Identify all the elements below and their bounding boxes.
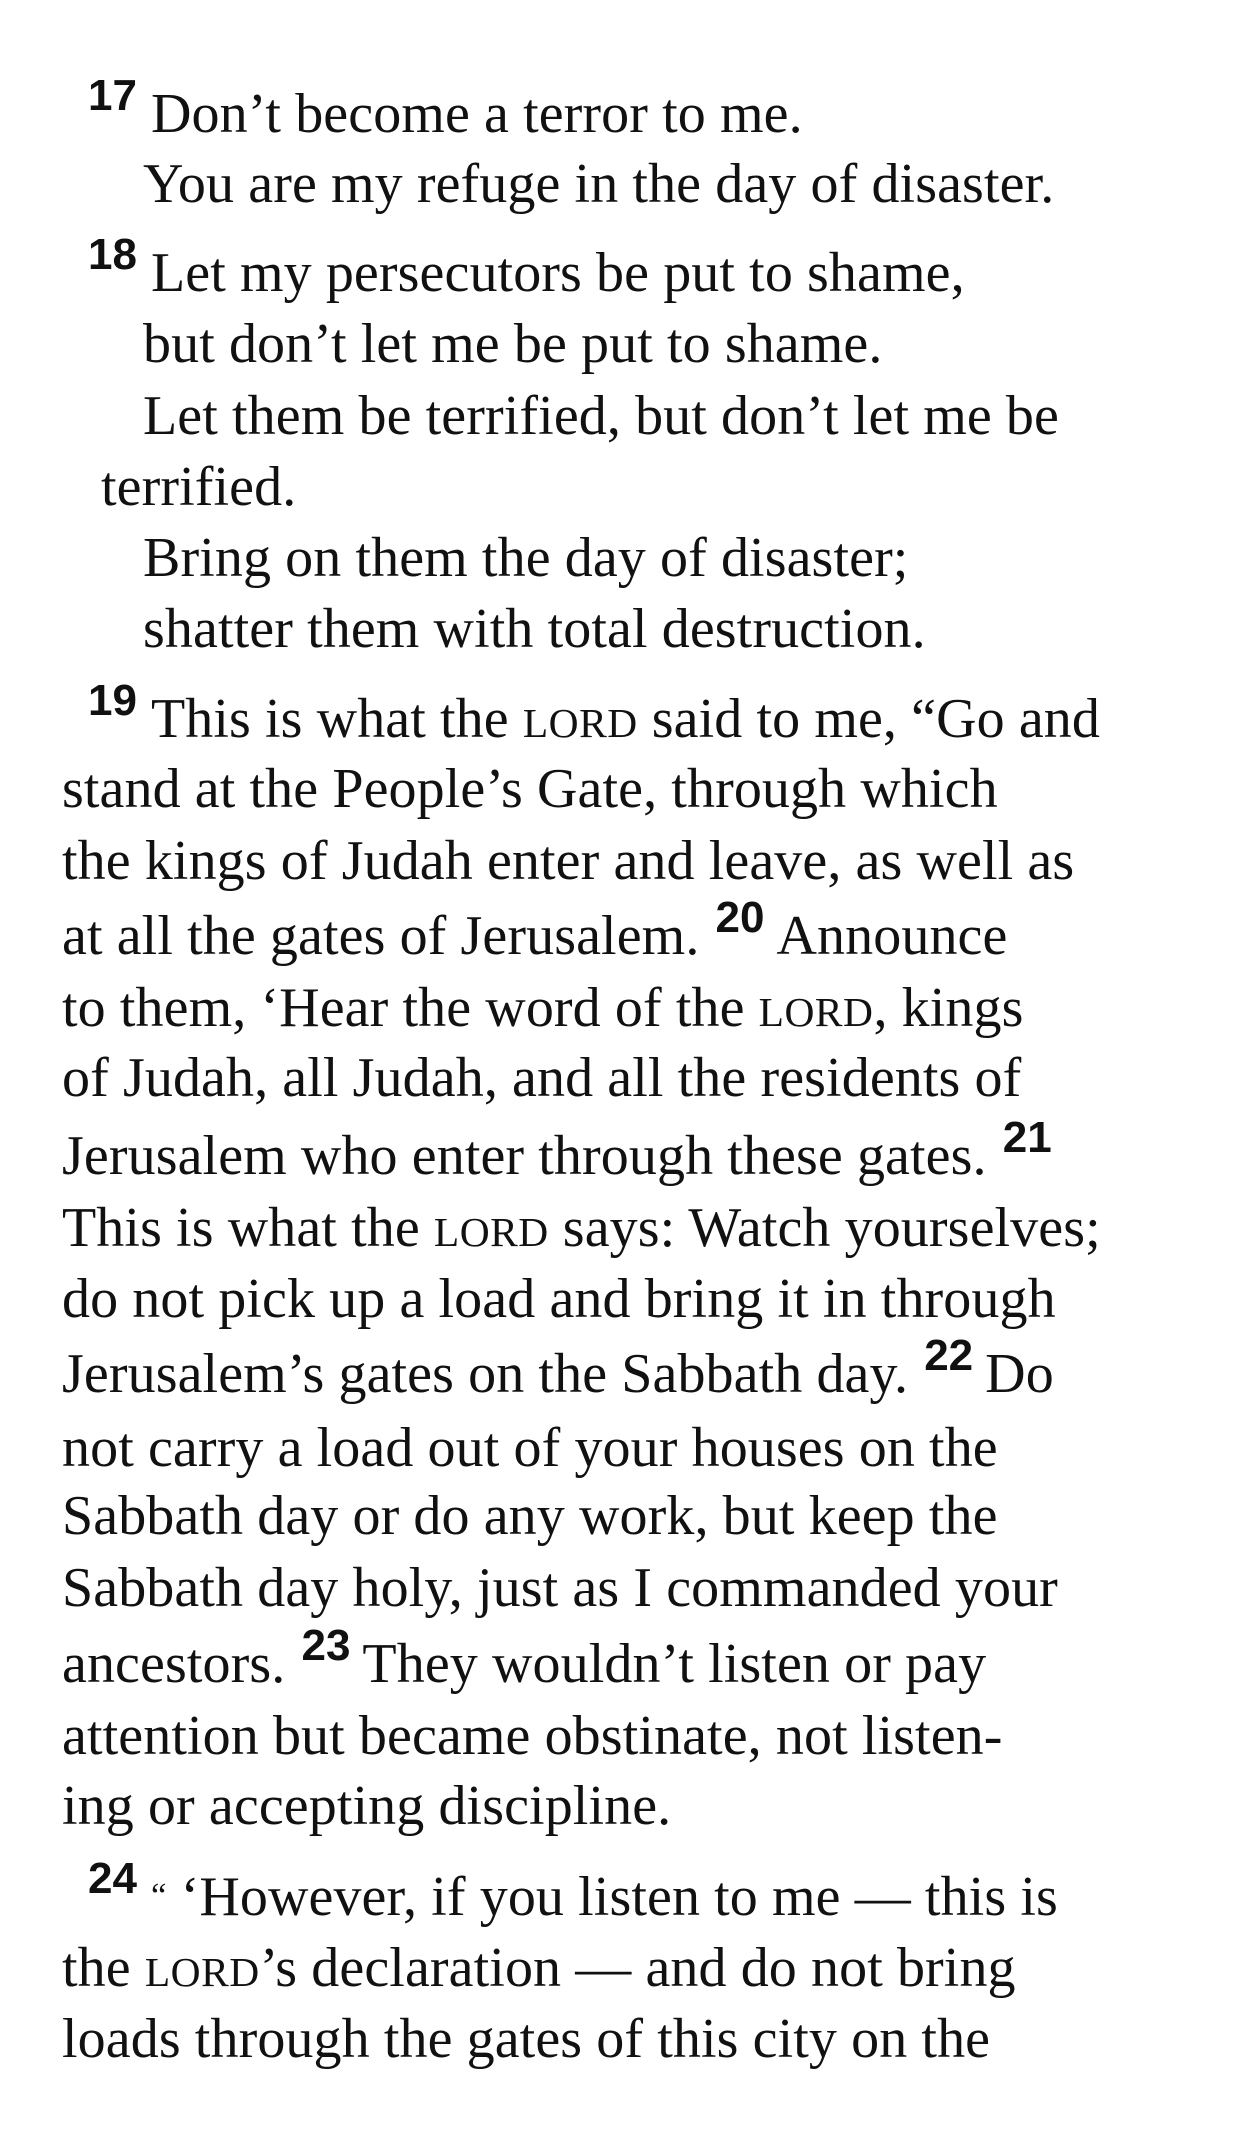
verse-text: This is what the bbox=[150, 688, 523, 750]
verse-18-line-3: Let them be terrified, but don’t let me be bbox=[143, 385, 1059, 447]
verse-number-18[interactable]: 18 bbox=[88, 230, 137, 279]
verse-20-line-2 bbox=[62, 976, 1024, 1040]
verse-18-line-2: but don’t let me be put to shame. bbox=[143, 313, 883, 375]
verse-18-line-1 bbox=[88, 230, 965, 305]
verse-text: Jerusalem who enter through these gates. bbox=[62, 1125, 987, 1187]
verse-20-21-line bbox=[62, 1113, 1064, 1188]
verse-24-line-2 bbox=[62, 1936, 1016, 2000]
verse-17-line-2: You are my refuge in the day of disaster. bbox=[143, 153, 1055, 215]
verse-number-17[interactable]: 17 bbox=[88, 71, 137, 120]
verse-18-line-4: terrified. bbox=[101, 456, 297, 518]
verse-text: Jerusalem’s gates on the Sabbath day. bbox=[62, 1343, 909, 1405]
verse-22-23-line bbox=[62, 1621, 987, 1696]
lord-small-caps: LORD bbox=[433, 1209, 549, 1255]
verse-text: says: Watch yourselves; bbox=[548, 1197, 1101, 1259]
lord-small-caps: LORD bbox=[144, 1949, 260, 1995]
verse-text: Announce bbox=[776, 905, 1008, 967]
verse-text: They wouldn’t listen or pay bbox=[362, 1633, 987, 1695]
open-quote: “ bbox=[150, 1876, 167, 1915]
verse-text: said to me, “Go and bbox=[637, 688, 1100, 750]
verse-19-line-2: stand at the People’s Gate, through which bbox=[62, 758, 998, 820]
verse-23-line-3: ing or accepting discipline. bbox=[62, 1775, 672, 1837]
verse-18-line-6: shatter them with total destruction. bbox=[143, 598, 926, 660]
verse-21-22-line bbox=[62, 1331, 1054, 1406]
verse-number-21[interactable]: 21 bbox=[1002, 1113, 1052, 1162]
verse-17-line-1 bbox=[88, 71, 803, 146]
verse-text: the bbox=[62, 1937, 145, 1999]
verse-text: ’s declaration — and do not bring bbox=[259, 1937, 1016, 1999]
verse-text: , kings bbox=[873, 977, 1024, 1039]
verse-22-line-2: not carry a load out of your houses on the bbox=[62, 1417, 998, 1479]
verse-number-20[interactable]: 20 bbox=[715, 893, 765, 942]
verse-19-line-1 bbox=[88, 676, 1100, 751]
verse-24-line-1 bbox=[88, 1854, 1058, 1929]
verse-24-line-3: loads through the gates of this city on the bbox=[62, 2008, 991, 2070]
verse-19-line-3: the kings of Judah enter and leave, as well as bbox=[62, 830, 1075, 892]
verse-text: ancestors. bbox=[62, 1633, 286, 1695]
verse-number-24[interactable]: 24 bbox=[88, 1854, 137, 1903]
verse-text: Don’t become a terror to me. bbox=[150, 83, 803, 145]
verse-number-19[interactable]: 19 bbox=[88, 676, 137, 725]
verse-21-line-2: do not pick up a load and bring it in through bbox=[62, 1268, 1056, 1330]
verse-20-line-3: of Judah, all Judah, and all the residents of bbox=[62, 1047, 1022, 1109]
verse-text: at all the gates of Jerusalem. bbox=[62, 905, 700, 967]
verse-18-line-5: Bring on them the day of disaster; bbox=[143, 527, 909, 589]
verse-text: to them, ‘Hear the word of the bbox=[62, 977, 759, 1039]
verse-23-line-2: attention but became obstinate, not listen- bbox=[62, 1705, 1003, 1767]
verse-21-line-1 bbox=[62, 1196, 1101, 1260]
lord-small-caps: LORD bbox=[758, 989, 874, 1035]
verse-text: Let my persecutors be put to shame, bbox=[150, 242, 965, 304]
verse-text: This is what the bbox=[62, 1197, 434, 1259]
verse-text: Do bbox=[985, 1343, 1054, 1405]
verse-text: ‘However, if you listen to me — this is bbox=[166, 1866, 1058, 1928]
verse-number-22[interactable]: 22 bbox=[924, 1331, 974, 1380]
verse-number-23[interactable]: 23 bbox=[301, 1621, 351, 1670]
lord-small-caps: LORD bbox=[522, 700, 638, 746]
verse-19-20-line bbox=[62, 893, 1008, 968]
verse-22-line-4: Sabbath day holy, just as I commanded your bbox=[62, 1557, 1058, 1619]
verse-22-line-3: Sabbath day or do any work, but keep the bbox=[62, 1485, 998, 1547]
